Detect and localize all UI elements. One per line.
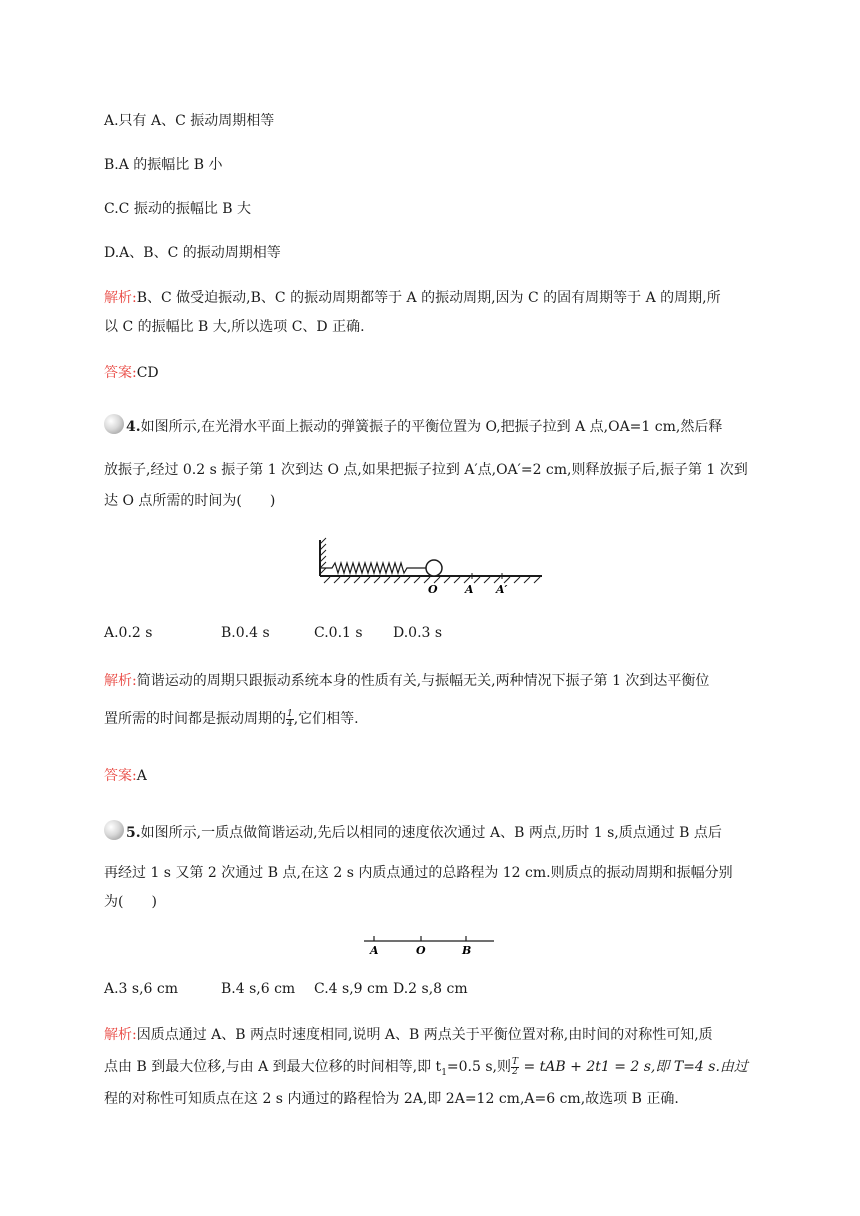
spring-icon: [320, 563, 426, 573]
q5-option-b: B.4 s,6 cm: [221, 981, 296, 997]
q5-stem-line3: 为( ): [104, 894, 157, 910]
q3-answer: [104, 362, 159, 382]
q5-analysis-line3: 程的对称性可知质点在这 2 s 内通过的路程恰为 2A,即 2A=12 cm,A=6 cm,故选项 B 正确.: [104, 1091, 679, 1107]
question-bullet-icon: [104, 414, 124, 434]
analysis-label: 解析:: [104, 1027, 137, 1043]
q5-stem-text-1: 如图所示,一质点做简谐运动,先后以相同的速度依次通过 A、B 两点,历时 1 s,质点通过 B 点后: [140, 825, 722, 841]
q4-stem-line3: 达 O 点所需的时间为( ): [104, 493, 276, 509]
q4-stem-line2: 放振子,经过 0.2 s 振子第 1 次到达 O 点,如果把振子拉到 A′点,OA′=2 cm,则释放振子后,振子第 1 次到: [104, 462, 748, 478]
q4-analysis-text-1: 简谐运动的周期只跟振动系统本身的性质有关,与振幅无关,两种情况下振子第 1 次到达平衡位: [136, 673, 710, 689]
figure-label-a: A: [465, 583, 474, 596]
prev-option-a: A.只有 A、C 振动周期相等: [104, 113, 275, 129]
q5-analysis-text-2c: = tAB + 2t1 = 2 s,即 T=4 s.由过: [519, 1059, 748, 1075]
q5-stem-line1: [104, 822, 722, 843]
fraction-t-over-2: $\frac{T}{2}$: [512, 1056, 519, 1077]
q3-analysis-line1: [104, 287, 721, 307]
q5-option-d: D.2 s,8 cm: [393, 981, 468, 997]
q3-analysis-text-1: B、C 做受迫振动,B、C 的振动周期都等于 A 的振动周期,因为 C 的固有周期等于 A 的周期,所: [136, 290, 721, 306]
q4-analysis-line2: [104, 708, 359, 729]
oscillator-ball-icon: [426, 560, 442, 576]
q3-answer-value: CD: [136, 365, 159, 381]
q5-option-a: A.3 s,6 cm: [104, 981, 179, 997]
prev-option-c: C.C 振动的振幅比 B 大: [104, 201, 252, 217]
q4-analysis-line1: [104, 670, 709, 690]
q5-subscript: 1: [441, 1067, 447, 1078]
analysis-label: 解析:: [104, 290, 137, 306]
q4-number: 4.: [126, 419, 141, 435]
q5-analysis-line1: [104, 1024, 713, 1044]
q4-analysis-text-2a: 置所需的时间都是振动周期的: [104, 711, 286, 727]
q5-analysis-text-2b: =0.5 s,则: [446, 1059, 512, 1075]
q4-stem-line1: [104, 416, 722, 437]
figure-label-b: B: [462, 944, 472, 957]
q4-option-b: B.0.4 s: [221, 625, 270, 641]
q5-stem-line2: 再经过 1 s 又第 2 次通过 B 点,在这 2 s 内质点通过的总路程为 12 cm.则质点的振动周期和振幅分别: [104, 865, 733, 881]
q4-option-d: D.0.3 s: [393, 625, 443, 641]
q4-answer-value: A: [136, 768, 147, 784]
analysis-label: 解析:: [104, 673, 137, 689]
q5-options: [104, 981, 468, 997]
q4-option-a: A.0.2 s: [104, 625, 153, 641]
answer-label: 答案:: [104, 768, 137, 784]
prev-option-b: B.A 的振幅比 B 小: [104, 157, 223, 173]
question-bullet-icon: [104, 820, 124, 840]
q4-answer: [104, 765, 147, 785]
q5-line-figure: [362, 932, 502, 962]
q5-number: 5.: [126, 825, 141, 841]
q5-analysis-text-2a: 点由 B 到最大位移,与由 A 到最大位移的时间相等,即 t: [104, 1059, 442, 1075]
q4-spring-figure: [310, 536, 550, 596]
figure-label-o: O: [428, 583, 438, 596]
fraction-one-quarter: $\frac{1}{4}$: [287, 708, 293, 729]
figure-label-o: O: [416, 944, 426, 957]
q4-option-c: C.0.1 s: [314, 625, 363, 641]
q5-analysis-text-1: 因质点通过 A、B 两点时速度相同,说明 A、B 两点关于平衡位置对称,由时间的对称性可知,质: [136, 1027, 713, 1043]
figure-label-a-prime: A′: [496, 583, 508, 596]
q3-analysis-line2: 以 C 的振幅比 B 大,所以选项 C、D 正确.: [104, 319, 365, 335]
q4-stem-text-1: 如图所示,在光滑水平面上振动的弹簧振子的平衡位置为 O,把振子拉到 A 点,OA=1 cm,然后释: [140, 419, 723, 435]
figure-label-a: A: [370, 944, 379, 957]
answer-label: 答案:: [104, 365, 137, 381]
q4-options: [104, 625, 442, 641]
q4-analysis-text-2b: ,它们相等.: [293, 711, 359, 727]
q5-analysis-line2: [104, 1056, 748, 1078]
prev-option-d: D.A、B、C 的振动周期相等: [104, 245, 281, 261]
q5-option-c: C.4 s,9 cm: [314, 981, 389, 997]
